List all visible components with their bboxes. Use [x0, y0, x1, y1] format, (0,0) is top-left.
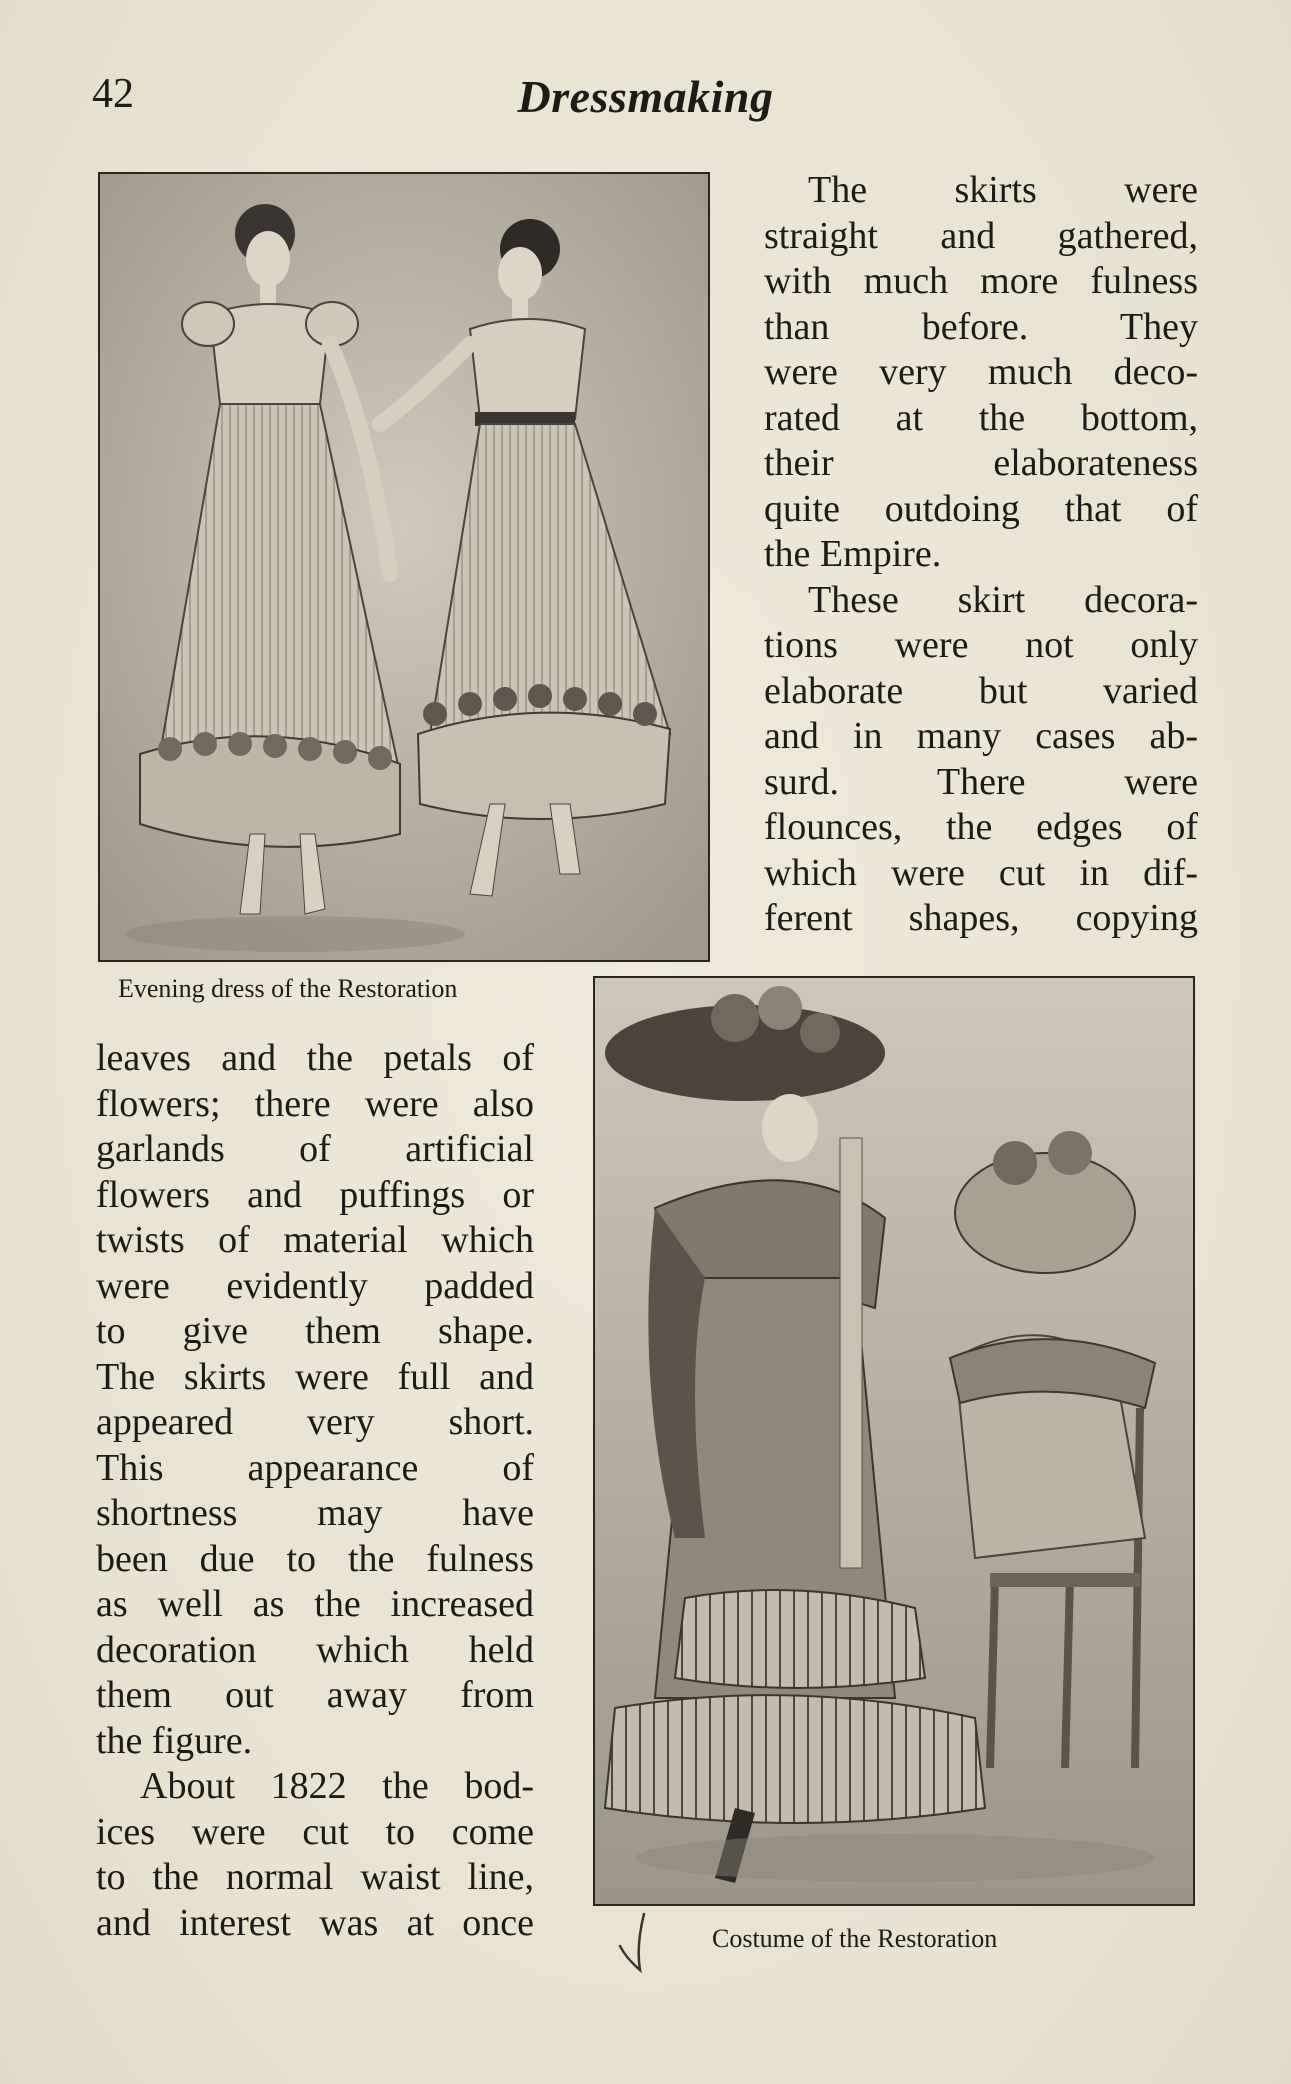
text-line: shortness may have — [96, 1492, 534, 1534]
text-line: rated at the bottom, — [764, 396, 1198, 439]
text-line: them out away from — [96, 1674, 534, 1716]
text-line: straight and gathered, — [764, 214, 1198, 257]
text-line: to give them shape. — [96, 1310, 534, 1352]
text-line: were evidently padded — [96, 1264, 534, 1307]
text-line: quite outdoing that of — [764, 487, 1198, 530]
text-line: leaves and the petals of — [96, 1037, 534, 1079]
text-line: than before. They — [764, 305, 1198, 348]
text-line: to the normal waist line, — [96, 1856, 534, 1898]
text-line: their elaborateness — [764, 442, 1198, 484]
text-line: which were cut in dif- — [764, 851, 1198, 894]
text-line: twists of material which — [96, 1219, 534, 1261]
text-line: flowers; there were also — [96, 1082, 534, 1125]
evening-dress-illustration — [98, 172, 710, 962]
text-line: ices were cut to come — [96, 1810, 534, 1853]
figure-caption-evening-dress: Evening dress of the Restoration — [118, 974, 458, 1003]
text-line: with much more fulness — [764, 260, 1198, 302]
text-line: the figure. — [96, 1719, 253, 1762]
page-number: 42 — [92, 71, 134, 117]
figure-caption-costume: Costume of the Restoration — [712, 1924, 998, 1953]
text-line: elaborate but varied — [764, 669, 1198, 712]
text-line: flowers and puffings or — [96, 1173, 534, 1216]
text-line: been due to the fulness — [96, 1537, 534, 1580]
text-line: These skirt decora- — [808, 578, 1198, 621]
text-line: as well as the increased — [96, 1583, 534, 1625]
text-line: ferent shapes, copying — [764, 897, 1198, 939]
text-line: garlands of artificial — [96, 1128, 534, 1170]
text-line: surd. There were — [764, 760, 1198, 803]
text-line: and in many cases ab- — [764, 715, 1198, 757]
pencil-checkmark-icon — [614, 1906, 654, 1976]
text-line: This appearance of — [96, 1446, 534, 1489]
left-column-text — [96, 1036, 534, 1946]
costume-illustration — [593, 976, 1195, 1906]
text-line: The skirts were full and — [96, 1355, 534, 1398]
running-title: Dressmaking — [517, 71, 774, 122]
text-line: tions were not only — [764, 624, 1198, 666]
right-column-text — [764, 168, 1198, 942]
text-line: decoration which held — [96, 1628, 534, 1671]
text-line: The skirts were — [808, 169, 1198, 211]
text-line: flounces, the edges of — [764, 806, 1198, 848]
text-line: About 1822 the bod- — [140, 1765, 534, 1807]
text-line: the Empire. — [764, 533, 942, 575]
text-line: appeared very short. — [96, 1401, 534, 1443]
text-line: and interest was at once — [96, 1901, 534, 1944]
text-line: were very much deco- — [764, 351, 1198, 393]
